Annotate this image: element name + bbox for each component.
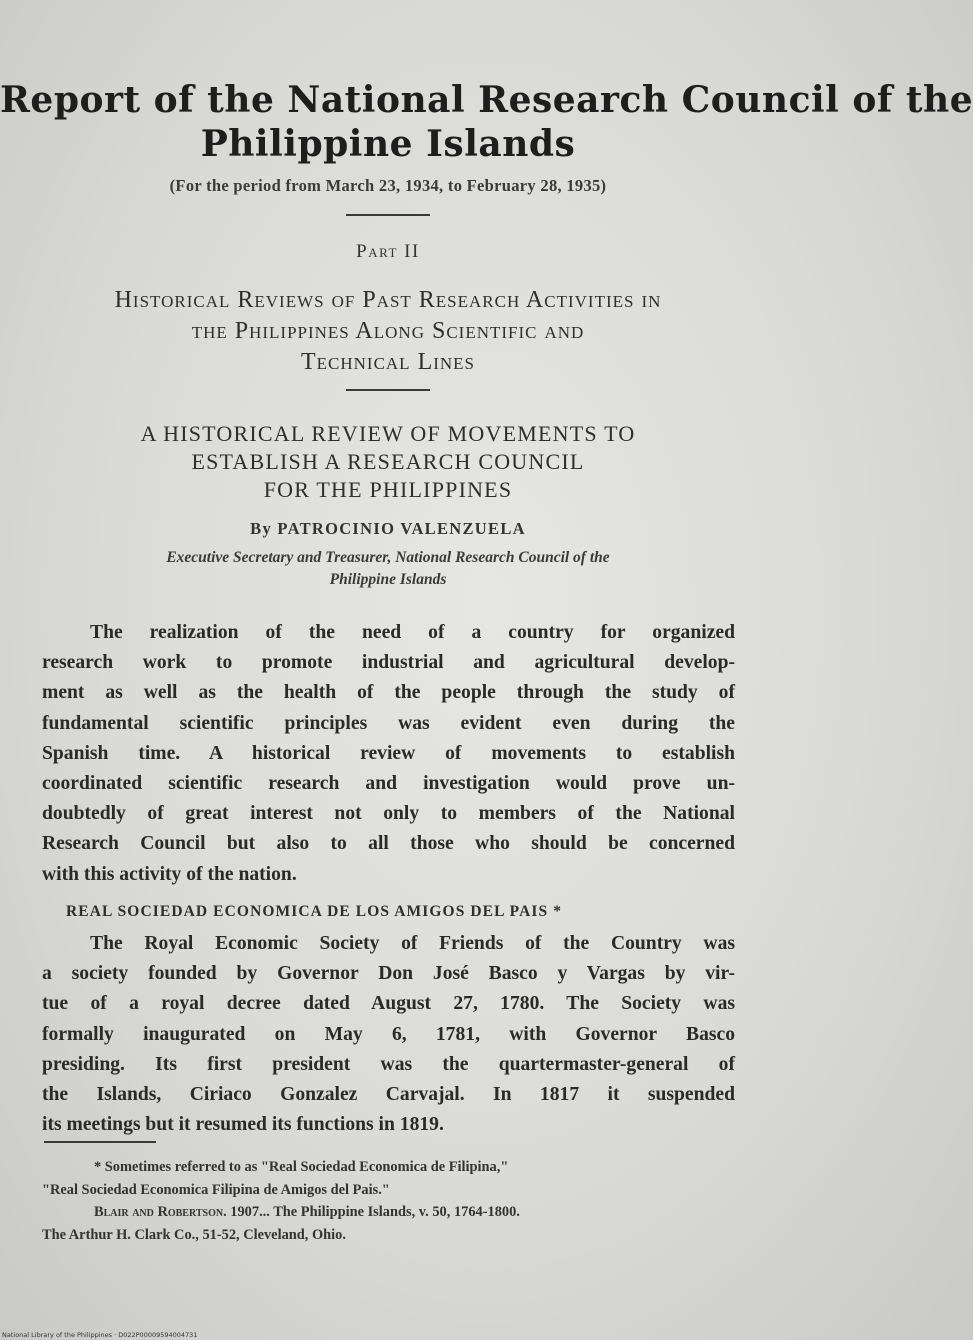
paragraph-line: doubtedly of great interest not only to members of the National xyxy=(42,803,735,825)
body-paragraph-2 xyxy=(42,929,735,1140)
paragraph-line: fundamental scientific principles was evident even during the xyxy=(42,712,735,734)
paragraph-line: the Islands, Ciriaco Gonzalez Carvajal. In 1817 it suspended xyxy=(42,1084,735,1106)
body-paragraph-1 xyxy=(42,618,735,890)
paragraph-line: its meetings but it resumed its functions in 1819. xyxy=(42,1114,444,1136)
divider-rule xyxy=(346,214,430,216)
reference-details: 1907... The Philippine Islands, v. 50, 1764-1800. xyxy=(226,1204,520,1220)
divider-rule xyxy=(346,389,430,391)
paragraph-line: a society founded by Governor Don José Basco y Vargas by vir- xyxy=(42,963,735,985)
paragraph-line: coordinated scientific research and investigation would prove un- xyxy=(42,773,735,795)
paragraph-line: with this activity of the nation. xyxy=(42,863,297,885)
scan-credit: National Library of the Philippines · D022P00009594004731 xyxy=(2,1331,198,1339)
section-subheading: REAL SOCIEDAD ECONOMICA DE LOS AMIGOS DEL PAIS * xyxy=(66,903,563,920)
paragraph-line: research work to promote industrial and agricultural develop- xyxy=(42,652,735,674)
paragraph-line: presiding. Its first president was the quartermaster-general of xyxy=(42,1053,735,1075)
report-title-line-1: Report of the National Research Council of the xyxy=(0,79,973,121)
paragraph-line: Spanish time. A historical review of movements to establish xyxy=(42,742,735,764)
section-title-line-2: the Philippines Along Scientific and xyxy=(191,318,585,344)
article-title-line-1: A HISTORICAL REVIEW OF MOVEMENTS TO xyxy=(140,421,636,446)
author-position-line-2: Philippine Islands xyxy=(329,571,447,588)
paragraph-line: ment as well as the health of the people through the study of xyxy=(42,682,735,704)
report-title-line-2: Philippine Islands xyxy=(200,123,576,165)
footnote-line: "Real Sociedad Economica Filipina de Amigos del Pais." xyxy=(42,1181,390,1198)
author-position-line-1: Executive Secretary and Treasurer, National Research Council of the xyxy=(166,549,610,566)
paragraph-line: The realization of the need of a country for organized xyxy=(90,622,735,643)
article-title-line-3: FOR THE PHILIPPINES xyxy=(263,477,513,502)
paragraph-line: tue of a royal decree dated August 27, 1780. The Society was xyxy=(42,993,735,1015)
section-title-line-1: Historical Reviews of Past Research Activities in xyxy=(114,287,662,313)
report-period: (For the period from March 23, 1934, to February 28, 1935) xyxy=(169,176,607,195)
reference-authors: Blair and Robertson. xyxy=(94,1204,227,1220)
paragraph-line: The Royal Economic Society of Friends of the Country was xyxy=(90,933,735,954)
article-title-line-2: ESTABLISH A RESEARCH COUNCIL xyxy=(191,449,585,474)
footnote-line: * Sometimes referred to as "Real Sociedad Economica de Filipina," xyxy=(94,1159,509,1175)
author-byline: By PATROCINIO VALENZUELA xyxy=(250,519,526,538)
footnote xyxy=(42,1156,735,1246)
footnote-rule xyxy=(44,1141,156,1143)
section-title-line-3: Technical Lines xyxy=(300,349,476,375)
footnote-reference xyxy=(42,1201,735,1224)
part-heading: Part II xyxy=(356,241,420,262)
paragraph-line: Research Council but also to all those who should be concerned xyxy=(42,833,735,855)
footnote-line: The Arthur H. Clark Co., 51-52, Cleveland, Ohio. xyxy=(42,1226,346,1243)
paragraph-line: formally inaugurated on May 6, 1781, with Governor Basco xyxy=(42,1023,735,1045)
